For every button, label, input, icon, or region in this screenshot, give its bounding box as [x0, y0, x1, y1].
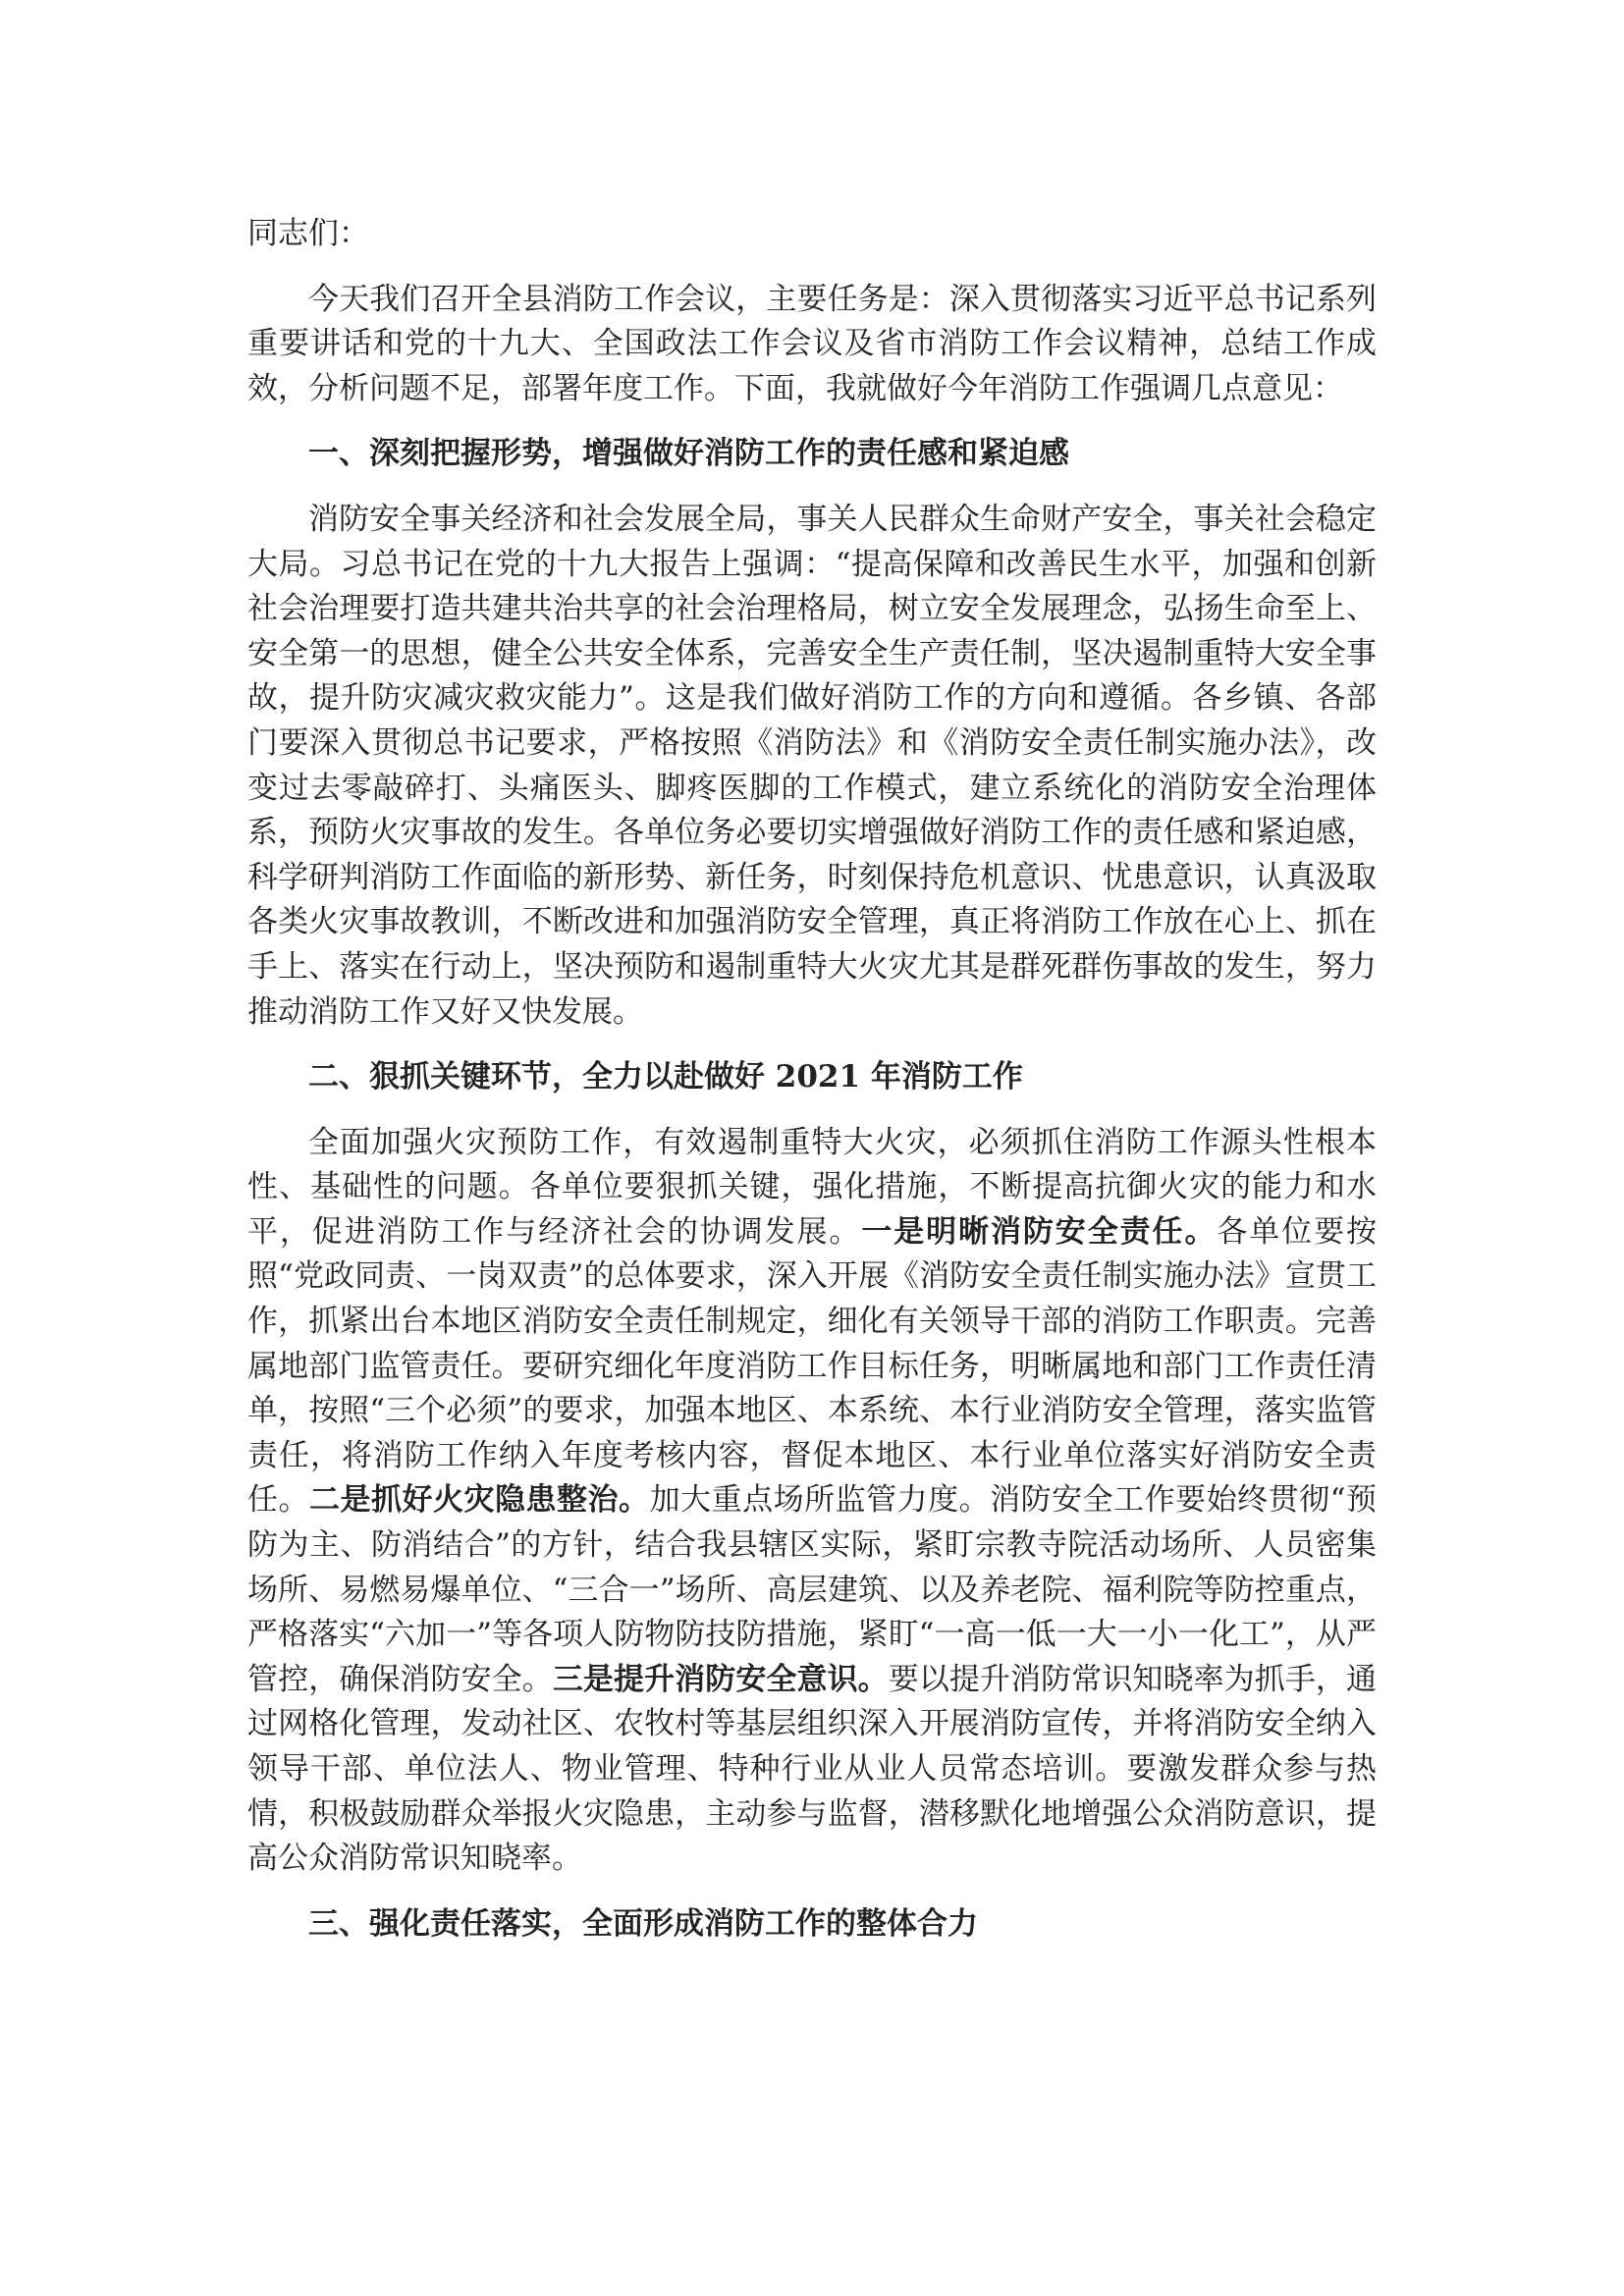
section-3-heading: 三、强化责任落实，全面形成消防工作的整体合力 [308, 1905, 978, 1942]
section-2-paragraph [247, 1121, 1377, 1882]
section-1-paragraph: 消防安全事关经济和社会发展全局，事关人民群众生命财产安全，事关社会稳定大局。习总书记在党的十九大报告上强调：“提高保障和改善民生水平，加强和创新社会治理要打造共建共治共享的社会治理格局，树立安全发展理念，弘扬生命至上、安全第一的思想，健全公共安全体系，完善安全生产责任制，坚决遏制重特大安全事故，提升防灾减灾救灾能力”。这是我们做好消防工作的方向和遵循。各乡镇、各部门要深入贯彻总书记要求，严格按照《消防法》和《消防安全责任制实施办法》，改变过去零敲碎打、头痛医头、脚疼医脚的工作模式，建立系统化的消防安全治理体系，预防火灾事故的发生。各单位务必要切实增强做好消防工作的责任感和紧迫感，科学研判消防工作面临的新形势、新任务，时刻保持危机意识、忧患意识，认真汲取各类火灾事故教训，不断改进和加强消防安全管理，真正将消防工作放在心上、抓在手上、落实在行动上，坚决预防和遏制重特大火灾尤其是群死群伤事故的发生，努力推动消防工作又好又快发展。 [247, 501, 1377, 1030]
point-2-title: 二是抓好火灾隐患整治。 [309, 1482, 650, 1519]
section-2-text-3: 加大重点场所监管力度。消防安全工作要始终贯彻“预防为主、防消结合”的方针，结合我县辖区实际，紧盯宗教寺院活动场所、人员密集场所、易燃易爆单位、“三合一”场所、高层建筑、以及养老院、福利院等防控重点，严格落实“六加一”等各项人防物防技防措施，紧盯“一高一低一大一小一化工”，从严管控，确保消防安全。 [247, 1482, 1377, 1697]
section-1-heading: 一、深刻把握形势，增强做好消防工作的责任感和紧迫感 [308, 436, 1069, 472]
salutation: 同志们： [247, 216, 369, 251]
speech-text [247, 212, 1377, 1967]
point-3-title: 三是提升消防安全意识。 [552, 1661, 889, 1697]
section-2-heading: 二、狠抓关键环节，全力以赴做好 2021 年消防工作 [308, 1059, 1023, 1095]
section-2-text-1: 全面加强火灾预防工作，有效遏制重特大火灾，必须抓住消防工作源头性根本性、基础性的问题。各单位要狠抓关键，强化措施，不断提高抗御火灾的能力和水平，促进消防工作与经济社会的协调发展。 [247, 1124, 1377, 1250]
intro-paragraph: 今天我们召开全县消防工作会议，主要任务是：深入贯彻落实习近平总书记系列重要讲话和党的十九大、全国政法工作会议及省市消防工作会议精神，总结工作成效，分析问题不足，部署年度工作。下面，我就做好今年消防工作强调几点意见： [247, 281, 1377, 406]
point-1-title: 一是明晰消防安全责任。 [861, 1213, 1218, 1250]
section-2-text-4: 要以提升消防常识知晓率为抓手，通过网格化管理，发动社区、农牧村等基层组织深入开展消防宣传，并将消防安全纳入领导干部、单位法人、物业管理、特种行业从业人员常态培训。要激发群众参与热情，积极鼓励群众举报火灾隐患，主动参与监督，潜移默化地增强公众消防意识，提高公众消防常识知晓率。 [247, 1661, 1378, 1877]
section-2-text-2: 各单位要按照“党政同责、一岗双责”的总体要求，深入开展《消防安全责任制实施办法》宣贯工作，抓紧出台本地区消防安全责任制规定，细化有关领导干部的消防工作职责。完善属地部门监管责任。要研究细化年度消防工作目标任务，明晰属地和部门工作责任清单，按照“三个必须”的要求，加强本地区、本系统、本行业消防安全管理，落实监管责任，将消防工作纳入年度考核内容，督促本地区、本行业单位落实好消防安全责任。 [247, 1213, 1378, 1519]
